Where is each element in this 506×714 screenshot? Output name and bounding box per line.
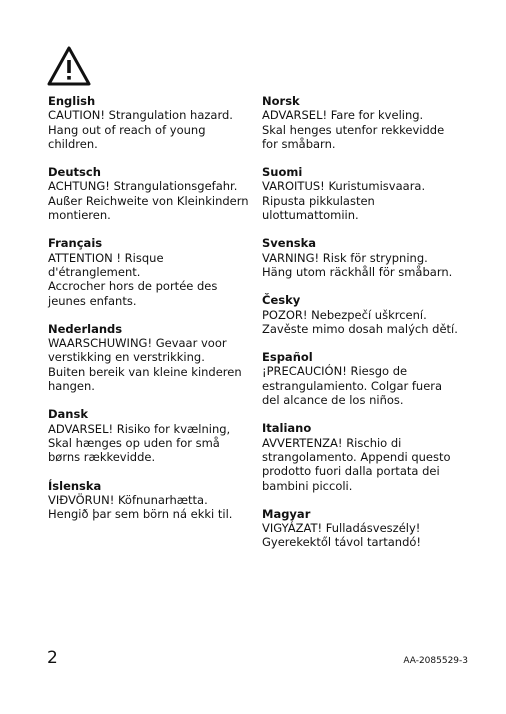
language-heading: Italiano bbox=[262, 421, 312, 436]
language-heading: Norsk bbox=[262, 94, 300, 108]
language-heading: Español bbox=[262, 350, 313, 365]
warning-line: Außer Reichweite von Kleinkindern bbox=[48, 193, 249, 208]
warning-line: ¡PRECAUCIÓN! Riesgo de bbox=[262, 364, 408, 379]
warning-line: Zavěste mimo dosah malých dětí. bbox=[262, 321, 458, 336]
warning-line: Accrocher hors de portée des bbox=[48, 279, 218, 294]
warning-entry-islenska bbox=[48, 479, 248, 522]
warning-line: strangolamento. Appendi questo bbox=[262, 449, 451, 464]
warning-line: del alcance de los niños. bbox=[262, 393, 404, 408]
warning-line: WAARSCHUWING! Gevaar voor bbox=[48, 336, 227, 351]
warning-entry-cesky bbox=[262, 293, 462, 336]
warning-line: AVVERTENZA! Rischio di bbox=[262, 435, 402, 450]
warning-line: ADVARSEL! Fare for kveling. bbox=[262, 108, 424, 123]
warning-line: VIÐVÖRUN! Köfnunarhætta. bbox=[48, 492, 208, 507]
warning-entry-espanol bbox=[262, 350, 462, 407]
warning-line: ATTENTION ! Risque bbox=[48, 250, 164, 265]
warning-line: VAROITUS! Kuristumisvaara. bbox=[262, 179, 426, 194]
warnings-column-right bbox=[262, 94, 462, 564]
warning-entry-svenska bbox=[262, 236, 462, 279]
warning-line: Hengið þar sem börn ná ekki til. bbox=[48, 507, 233, 522]
page-number: 2 bbox=[47, 648, 58, 668]
language-heading: Nederlands bbox=[48, 321, 123, 336]
language-heading: Česky bbox=[262, 293, 301, 308]
warning-entry-suomi bbox=[262, 165, 462, 222]
warning-line: ADVARSEL! Risiko for kvælning, bbox=[48, 421, 231, 436]
warning-entry-magyar bbox=[262, 507, 462, 550]
warning-line: Häng utom räckhåll för småbarn. bbox=[262, 264, 453, 279]
warning-entry-italiano bbox=[262, 421, 462, 492]
warning-line: children. bbox=[48, 136, 98, 151]
warning-line: montieren. bbox=[48, 208, 111, 223]
language-heading: Dansk bbox=[48, 407, 88, 422]
warning-line: VIGYÁZAT! Fulladásveszély! bbox=[262, 521, 421, 536]
warning-line: Buiten bereik van kleine kinderen bbox=[48, 364, 242, 379]
warning-line: prodotto fuori dalla portata dei bbox=[262, 464, 440, 479]
warning-entry-norsk bbox=[262, 94, 462, 151]
warning-line: ACHTUNG! Strangulationsgefahr. bbox=[48, 179, 238, 194]
warning-line: d'étranglement. bbox=[48, 264, 141, 279]
warning-line: estrangulamiento. Colgar fuera bbox=[262, 378, 443, 393]
warning-entry-deutsch bbox=[48, 165, 248, 222]
warning-line: børns rækkevidde. bbox=[48, 450, 156, 465]
warning-line: CAUTION! Strangulation hazard. bbox=[48, 108, 233, 123]
language-heading: Deutsch bbox=[48, 165, 101, 180]
warnings-column-left bbox=[48, 94, 248, 535]
warning-entry-dansk bbox=[48, 407, 248, 464]
warning-line: hangen. bbox=[48, 379, 95, 394]
language-heading: Suomi bbox=[262, 165, 303, 180]
warning-line: VARNING! Risk för strypning. bbox=[262, 250, 428, 265]
warning-triangle-icon bbox=[46, 45, 92, 87]
warning-entry-nederlands bbox=[48, 322, 248, 393]
warning-entry-francais bbox=[48, 236, 248, 307]
warning-line: Gyerekektől távol tartandó! bbox=[262, 535, 422, 550]
language-heading: English bbox=[48, 94, 96, 108]
document-code: AA-2085529-3 bbox=[403, 656, 468, 666]
warning-line: Ripusta pikkulasten bbox=[262, 193, 375, 208]
warning-line: bambini piccoli. bbox=[262, 478, 353, 493]
language-heading: Magyar bbox=[262, 506, 311, 521]
warning-line: Hang out of reach of young bbox=[48, 122, 206, 137]
warning-line: for småbarn. bbox=[262, 136, 336, 151]
warning-line: Skal hænges op uden for små bbox=[48, 435, 220, 450]
warning-line: ulottumattomiin. bbox=[262, 208, 359, 223]
language-heading: Svenska bbox=[262, 236, 317, 251]
warning-line: Skal henges utenfor rekkevidde bbox=[262, 122, 445, 137]
warning-entry-english bbox=[48, 94, 248, 151]
warning-line: verstikking en verstrikking. bbox=[48, 350, 205, 365]
language-heading: Íslenska bbox=[48, 478, 102, 493]
language-heading: Français bbox=[48, 236, 103, 251]
warning-line: POZOR! Nebezpečí uškrcení. bbox=[262, 307, 427, 322]
warning-line: jeunes enfants. bbox=[48, 293, 137, 308]
